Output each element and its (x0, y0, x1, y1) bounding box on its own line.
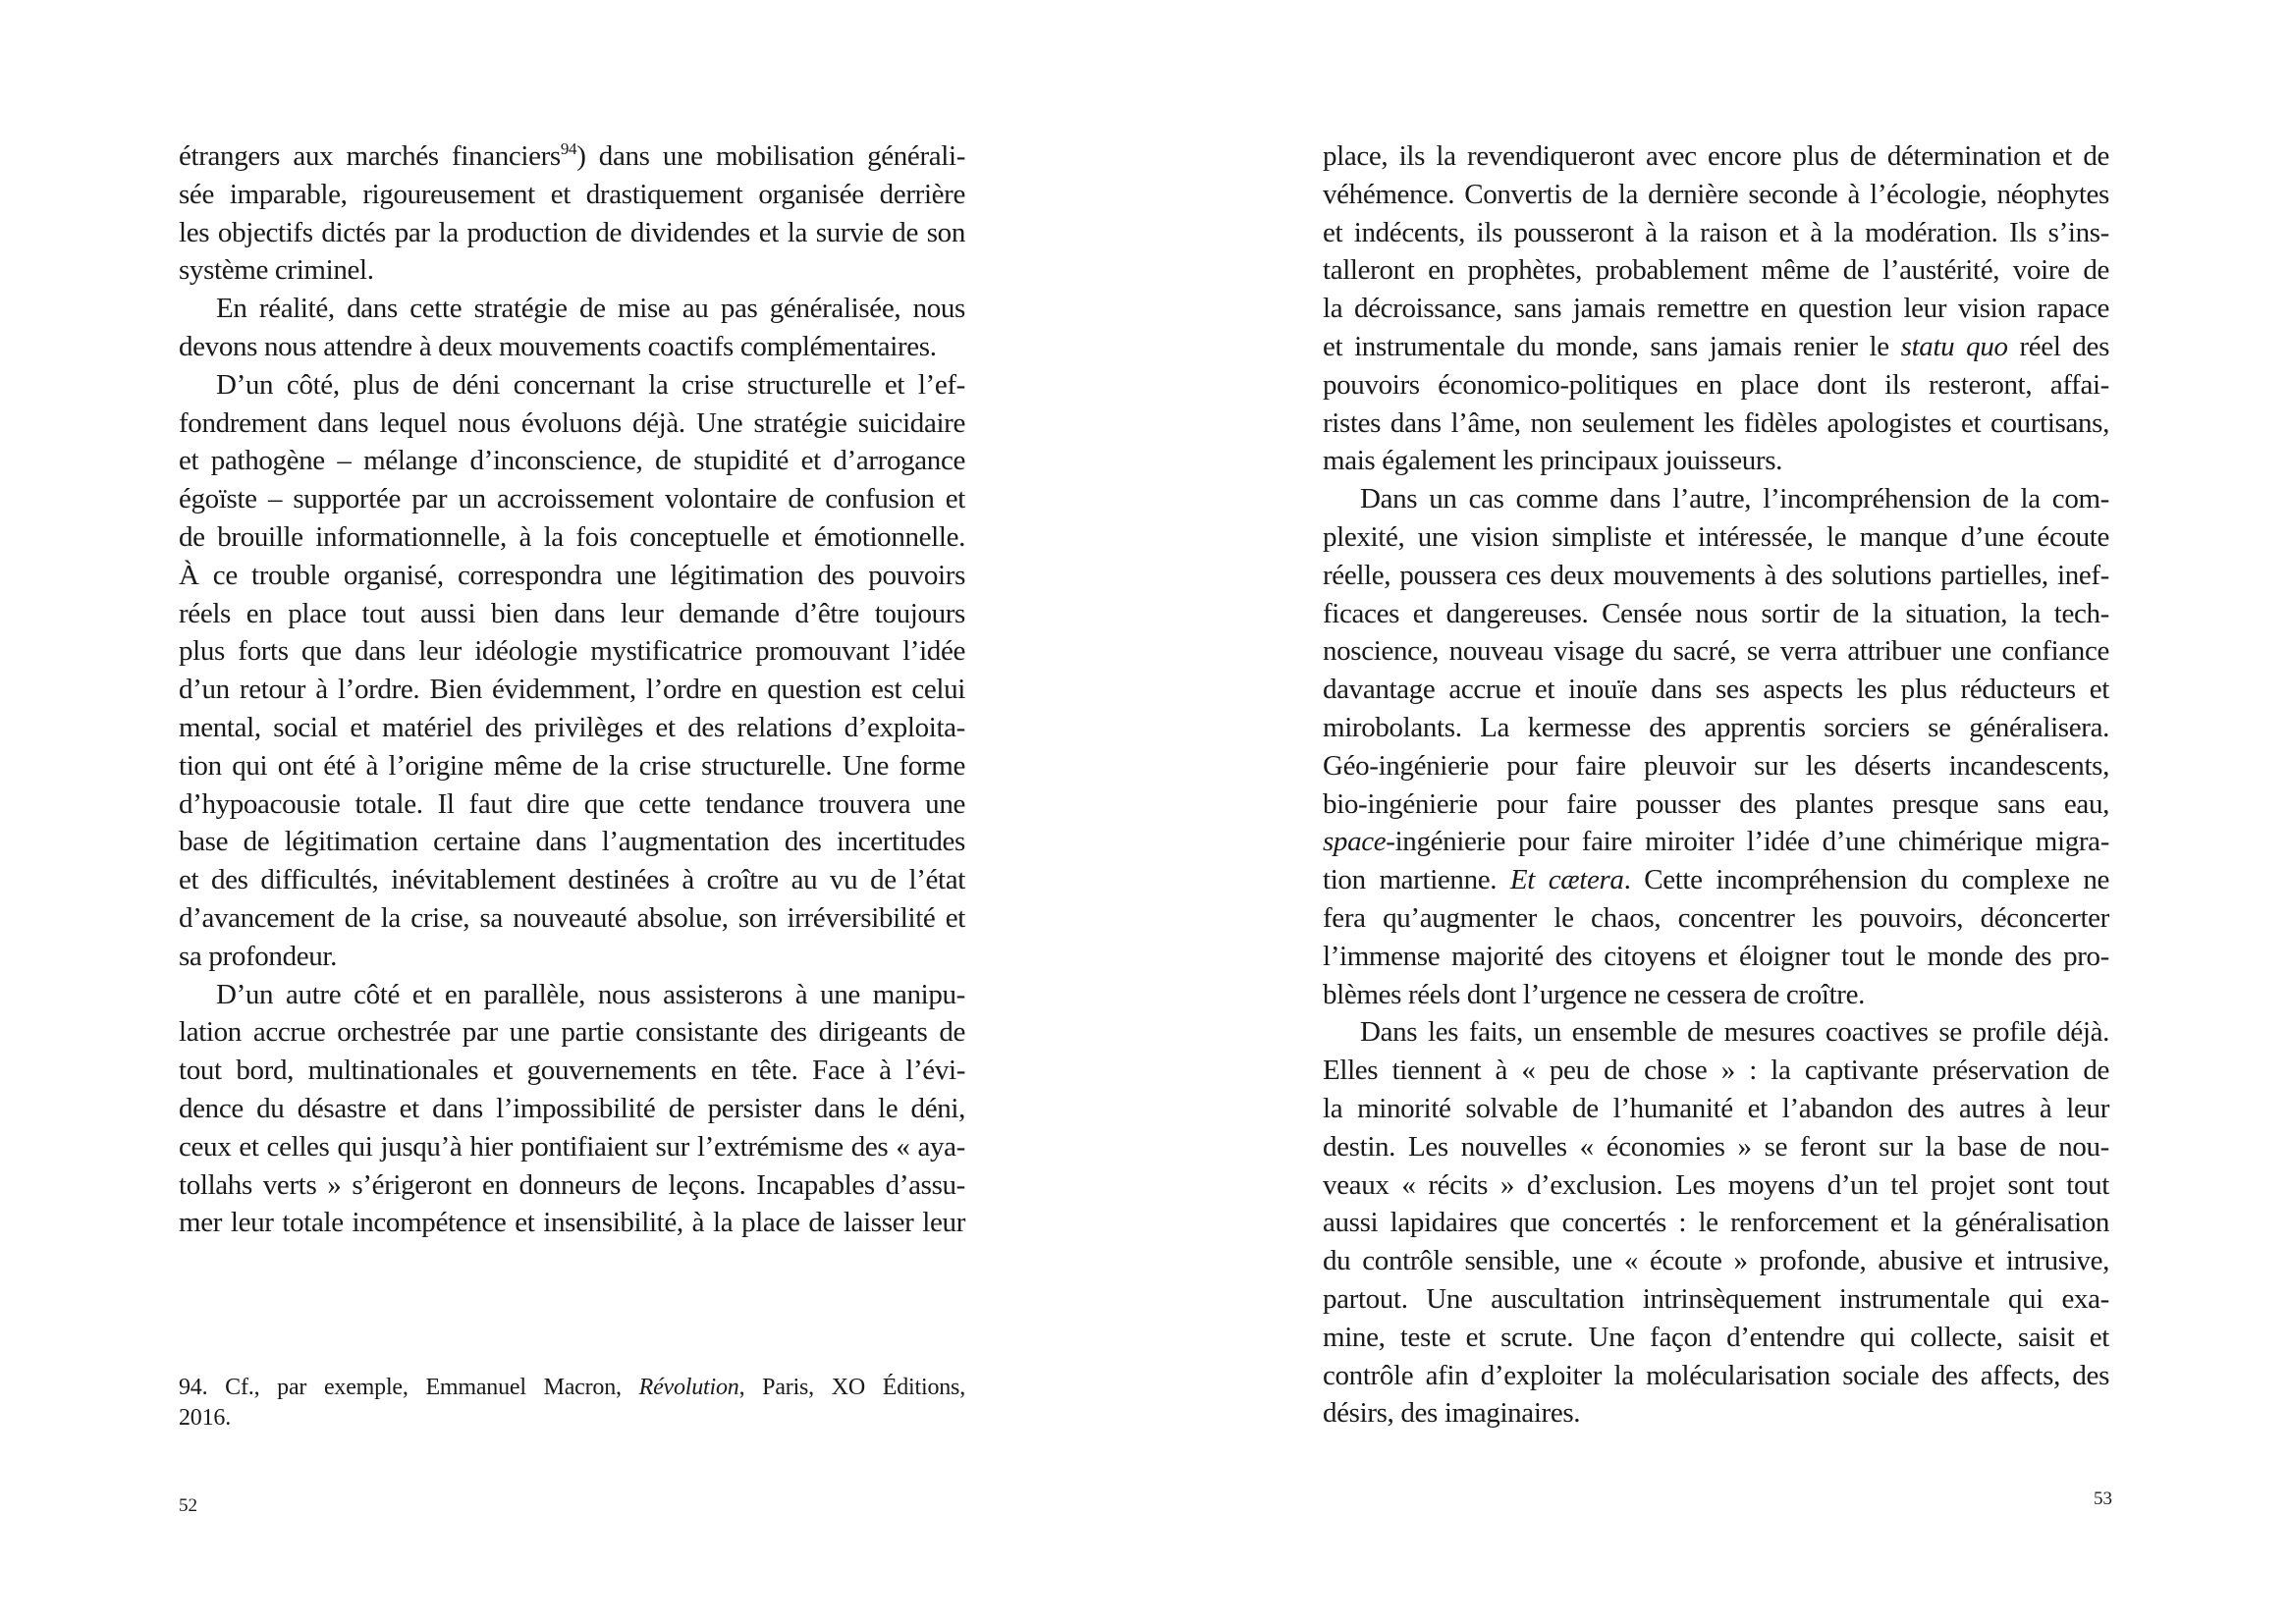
footnote-text: 94. Cf., par exemple, Emmanuel Macron, (179, 1375, 639, 1400)
text-line: space-ingénierie pour faire miroiter l’idée d’une chimérique migra- (1323, 826, 2109, 858)
text-line: talleront en prophètes, probablement même de l’austérité, voire de (1323, 254, 2109, 287)
text-line: tion martienne. Et cætera. Cette incompréhension du complexe ne (1323, 864, 2110, 896)
text-line: destin. Les nouvelles « économies » se feront sur la base de nou- (1323, 1130, 2109, 1163)
text-line: pouvoirs économico-politiques en place dont ils resteront, affai- (1323, 368, 2109, 401)
text-line: place, ils la revendiqueront avec encore plus de détermination et de (1323, 140, 2109, 172)
right-page-body (1323, 137, 2109, 1433)
text-line: davantage accrue et inouïe dans ses aspects les plus réducteurs et (1323, 674, 2109, 706)
text-line: lation accrue orchestrée par une partie consistante des dirigeants de (179, 1016, 965, 1049)
text-line: ristes dans l’âme, non seulement les fidèles apologistes et courtisans, (1323, 406, 2109, 439)
text-line: sa profondeur. (179, 940, 338, 972)
text-line: désirs, des imaginaires. (1323, 1397, 1581, 1430)
text-line: et des difficultés, inévitablement destinées à croître au vu de l’état (179, 864, 965, 896)
text-line: À ce trouble organisé, correspondra une légitimation des pouvoirs (179, 559, 965, 591)
text-line: Dans les faits, un ensemble de mesures coactives se profile déjà. (1360, 1016, 2109, 1049)
italic-text: space (1323, 826, 1387, 858)
text-line: et instrumentale du monde, sans jamais renier le statu quo réel des (1323, 330, 2110, 362)
text-line: fera qu’augmenter le chaos, concentrer les pouvoirs, déconcerter (1323, 901, 2109, 934)
text-line: partout. Une auscultation intrinsèquement instrumentale qui exa- (1323, 1282, 2109, 1315)
text-line: noscience, nouveau visage du sacré, se verra attribuer une confiance (1323, 635, 2109, 668)
text-line: contrôle afin d’exploiter la molécularisation sociale des affects, des (1323, 1359, 2109, 1391)
footnote-text: , Paris, XO Éditions, (738, 1375, 965, 1400)
text-line: veaux « récits » d’exclusion. Les moyens d’un tel projet sont tout (1323, 1168, 2109, 1201)
text-line: système criminel. (179, 254, 374, 287)
text-line: Géo-ingénierie pour faire pleuvoir sur les déserts incandescents, (1323, 749, 2109, 782)
text-line: la décroissance, sans jamais remettre en question leur vision rapace (1323, 293, 2109, 325)
text-line: bio-ingénierie pour faire pousser des plantes presque sans eau, (1323, 787, 2109, 820)
text-line: mirobolants. La kermesse des apprentis sorciers se généralisera. (1323, 711, 2109, 743)
text-line: tion qui ont été à l’origine même de la crise structurelle. Une forme (179, 749, 965, 782)
text-line: mine, teste et scrute. Une façon d’entendre qui collecte, saisit et (1323, 1321, 2109, 1353)
page-number-right: 53 (2094, 1489, 2112, 1509)
text-line: de brouille informationnelle, à la fois conceptuelle et émotionnelle. (179, 520, 965, 553)
text-line: aussi lapidaires que concertés : le renforcement et la généralisation (1323, 1207, 2109, 1239)
footnote-book-title: Révolution (638, 1375, 739, 1400)
text-line: égoïste – supportée par un accroissement volontaire de confusion et (179, 483, 965, 515)
text-line: d’un retour à l’ordre. Bien évidemment, l’ordre en question est celui (179, 674, 965, 706)
text-line: plus forts que dans leur idéologie mystificatrice promouvant l’idée (179, 635, 965, 668)
text-line: mental, social et matériel des privilèges et des relations d’exploita- (179, 711, 965, 743)
text-line: plexité, une vision simpliste et intéressée, le manque d’une écoute (1323, 520, 2109, 553)
text-line: tout bord, multinationales et gouvernements en tête. Face à l’évi- (179, 1055, 965, 1087)
text-line: du contrôle sensible, une « écoute » profonde, abusive et intrusive, (1323, 1245, 2109, 1277)
text-line: fondrement dans lequel nous évoluons déjà. Une stratégie suicidaire (179, 406, 965, 439)
left-page-body (179, 137, 965, 1242)
text-line: véhémence. Convertis de la dernière seconde à l’écologie, néophytes (1323, 178, 2109, 210)
text-line: D’un côté, plus de déni concernant la crise structurelle et l’ef- (216, 368, 965, 401)
text-line: blèmes réels dont l’urgence ne cessera de croître. (1323, 978, 1866, 1010)
text-line: Dans un cas comme dans l’autre, l’incompréhension de la com- (1360, 483, 2109, 515)
right-page (1144, 0, 2289, 1624)
footnote-94 (179, 1373, 965, 1434)
text-line: réels en place tout aussi bien dans leur demande d’être toujours (179, 597, 965, 629)
text-line: mais également les principaux jouisseurs. (1323, 445, 1783, 477)
text-line: ceux et celles qui jusqu’à hier pontifiaient sur l’extrémisme des « aya- (179, 1130, 965, 1163)
text-line: dence du désastre et dans l’impossibilité de persister dans le déni, (179, 1092, 965, 1124)
italic-text: Et cætera (1509, 864, 1624, 896)
text-line: réelle, poussera ces deux mouvements à des solutions partielles, inef- (1323, 559, 2109, 591)
footnote-line: 2016. (179, 1405, 232, 1431)
footnote-reference[interactable]: 94 (560, 139, 577, 158)
text-line: étrangers aux marchés financiers$^{94}$) dans une mobilisation générali- (179, 139, 966, 172)
page-number-left: 52 (179, 1495, 197, 1516)
text-line: et pathogène – mélange d’inconscience, de stupidité et d’arrogance (179, 445, 965, 477)
text-line: d’avancement de la crise, sa nouveauté absolue, son irréversibilité et (179, 901, 965, 934)
footnote-line (179, 1373, 965, 1403)
italic-text: statu quo (1900, 330, 2008, 362)
text-line: En réalité, dans cette stratégie de mise au pas généralisée, nous (216, 293, 965, 325)
text-line: sée imparable, rigoureusement et drastiquement organisée derrière (179, 178, 965, 210)
text-line: base de légitimation certaine dans l’augmentation des incertitudes (179, 826, 965, 858)
text-line: mer leur totale incompétence et insensibilité, à la place de laisser leur (179, 1207, 965, 1239)
text-line: d’hypoacousie totale. Il faut dire que cette tendance trouvera une (179, 787, 965, 820)
text-line: devons nous attendre à deux mouvements coactifs complémentaires. (179, 330, 937, 362)
text-line: la minorité solvable de l’humanité et l’abandon des autres à leur (1323, 1092, 2109, 1124)
text-line: l’immense majorité des citoyens et éloigner tout le monde des pro- (1323, 940, 2109, 972)
text-line: et indécents, ils pousseront à la raison et à la modération. Ils s’ins- (1323, 216, 2109, 248)
text-line: Elles tiennent à « peu de chose » : la captivante préservation de (1323, 1055, 2109, 1087)
text-line: tollahs verts » s’érigeront en donneurs de leçons. Incapables d’assu- (179, 1168, 965, 1201)
left-page (0, 0, 1144, 1624)
text-line: D’un autre côté et en parallèle, nous assisterons à une manipu- (216, 978, 965, 1010)
text-line: les objectifs dictés par la production de dividendes et la survie de son (179, 216, 965, 248)
text-line: ficaces et dangereuses. Censée nous sortir de la situation, la tech- (1323, 597, 2109, 629)
